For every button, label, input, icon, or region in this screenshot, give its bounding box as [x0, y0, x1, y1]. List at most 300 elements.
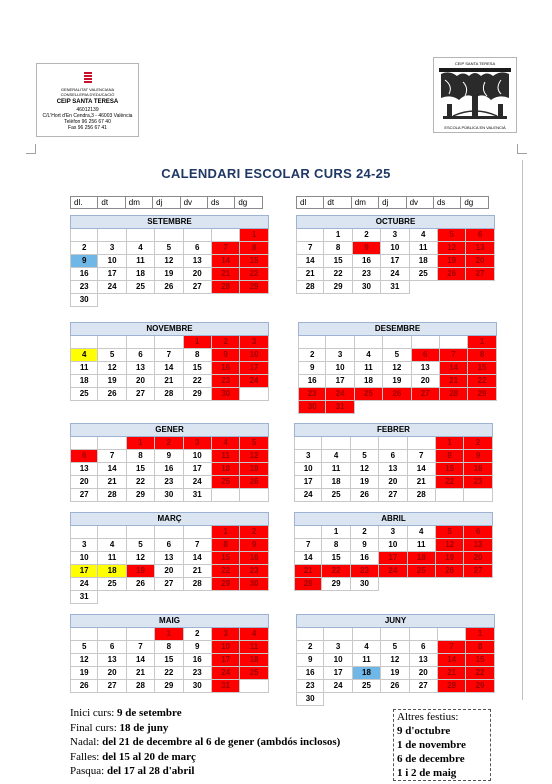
day-cell: 10 [240, 349, 268, 362]
course-info [70, 706, 340, 779]
dept-name: CONSELLERIA D'EDUCACIÓ [60, 92, 115, 97]
empty-day-cell [98, 526, 126, 539]
day-cell: 14 [155, 362, 183, 375]
day-cell: 23 [155, 476, 183, 489]
day-cell: 25 [98, 578, 126, 591]
day-cell: 2 [464, 437, 492, 450]
empty-day-cell [240, 489, 268, 502]
info-value: 9 de setembre [117, 707, 182, 719]
day-cell: 24 [212, 667, 240, 680]
day-name: dt [97, 196, 125, 209]
empty-day-cell [438, 628, 466, 641]
day-cell: 24 [324, 680, 352, 693]
day-cell: 18 [70, 375, 98, 388]
day-cell: 11 [70, 362, 98, 375]
day-cell: 16 [296, 667, 324, 680]
month-name: FEBRER [294, 423, 493, 437]
day-cell: 12 [351, 463, 379, 476]
day-cell: 19 [240, 463, 268, 476]
month-marc [70, 512, 269, 604]
month-name: MAIG [70, 614, 269, 628]
corner-mark-right [517, 144, 527, 154]
day-cell: 5 [436, 526, 464, 539]
day-cell: 15 [127, 463, 155, 476]
month-grid [70, 229, 269, 307]
month-grid [296, 628, 495, 706]
day-cell: 21 [212, 268, 240, 281]
day-names-left [70, 196, 262, 209]
day-cell: 2 [70, 242, 98, 255]
day-cell: 29 [240, 281, 268, 294]
month-grid [294, 526, 493, 591]
day-cell: 13 [410, 654, 438, 667]
day-cell: 26 [383, 388, 411, 401]
empty-day-cell [412, 336, 440, 349]
day-cell: 8 [184, 349, 212, 362]
day-cell: 21 [184, 565, 212, 578]
day-cell: 21 [127, 667, 155, 680]
day-cell: 27 [127, 388, 155, 401]
day-cell: 28 [155, 388, 183, 401]
info-value: del 21 de decembre al 6 de gener (ambdós inclosos) [102, 736, 341, 748]
day-cell: 19 [351, 476, 379, 489]
day-cell: 16 [184, 654, 212, 667]
day-cell: 3 [70, 539, 98, 552]
day-cell: 19 [381, 667, 409, 680]
day-cell: 7 [438, 641, 466, 654]
day-cell: 1 [212, 526, 240, 539]
day-cell: 19 [155, 268, 183, 281]
day-cell: 4 [410, 229, 438, 242]
day-cell: 1 [184, 336, 212, 349]
day-cell: 28 [296, 281, 324, 294]
day-cell: 18 [353, 667, 381, 680]
day-cell: 25 [322, 489, 350, 502]
day-cell: 26 [70, 680, 98, 693]
day-cell: 10 [294, 463, 322, 476]
day-cell: 9 [296, 654, 324, 667]
day-cell: 18 [355, 375, 383, 388]
empty-day-cell [127, 526, 155, 539]
day-cell: 24 [294, 489, 322, 502]
day-cell: 16 [155, 463, 183, 476]
day-cell: 4 [127, 242, 155, 255]
day-cell: 1 [324, 229, 352, 242]
day-cell: 24 [240, 375, 268, 388]
day-cell: 12 [240, 450, 268, 463]
day-cell: 30 [155, 489, 183, 502]
day-cell: 27 [155, 578, 183, 591]
day-cell: 21 [294, 565, 322, 578]
day-cell: 16 [351, 552, 379, 565]
day-cell: 15 [436, 463, 464, 476]
day-cell: 22 [436, 476, 464, 489]
day-cell: 12 [127, 552, 155, 565]
month-name: SETEMBRE [70, 215, 269, 229]
festiu-item: 1 i 2 de maig [397, 767, 457, 779]
day-cell: 9 [155, 450, 183, 463]
day-cell: 7 [98, 450, 126, 463]
day-cell: 14 [127, 654, 155, 667]
day-cell: 13 [127, 362, 155, 375]
day-cell: 23 [296, 680, 324, 693]
day-cell: 1 [322, 526, 350, 539]
day-cell: 30 [184, 680, 212, 693]
day-cell: 23 [298, 388, 326, 401]
day-cell: 17 [294, 476, 322, 489]
empty-day-cell [322, 437, 350, 450]
day-cell: 11 [410, 242, 438, 255]
day-cell: 10 [98, 255, 126, 268]
day-name: dv [180, 196, 208, 209]
day-cell: 30 [353, 281, 381, 294]
school-code: 46012139 [76, 107, 99, 113]
day-cell: 30 [351, 578, 379, 591]
day-name: dl [296, 196, 324, 209]
day-cell: 19 [383, 375, 411, 388]
day-cell: 28 [127, 680, 155, 693]
day-cell: 6 [379, 450, 407, 463]
day-cell: 16 [240, 552, 268, 565]
day-cell: 7 [212, 242, 240, 255]
day-cell: 6 [412, 349, 440, 362]
day-cell: 17 [326, 375, 354, 388]
month-grid [298, 336, 497, 414]
day-cell: 10 [324, 654, 352, 667]
day-cell: 29 [468, 388, 496, 401]
empty-day-cell [155, 229, 183, 242]
day-cell: 5 [351, 450, 379, 463]
day-cell: 21 [296, 268, 324, 281]
month-febrer [294, 423, 493, 502]
calendar-title: CALENDARI ESCOLAR CURS 24-25 [161, 166, 391, 181]
month-grid [294, 437, 493, 502]
day-cell: 12 [381, 654, 409, 667]
day-cell: 15 [468, 362, 496, 375]
day-cell: 8 [127, 450, 155, 463]
day-cell: 8 [468, 349, 496, 362]
day-cell: 7 [127, 641, 155, 654]
day-cell: 12 [70, 654, 98, 667]
school-fax: Fax 96 256 67 41 [68, 125, 107, 131]
school-phone: Telèfon 96 256 67 40 [64, 119, 111, 125]
day-cell: 22 [184, 375, 212, 388]
day-cell: 16 [70, 268, 98, 281]
empty-day-cell [70, 526, 98, 539]
month-grid [296, 229, 495, 294]
day-cell: 2 [351, 526, 379, 539]
info-label: Falles: [70, 750, 100, 763]
tree-emblem-icon [439, 68, 511, 124]
day-cell: 23 [70, 281, 98, 294]
day-cell: 27 [70, 489, 98, 502]
empty-day-cell [127, 628, 155, 641]
day-cell: 29 [466, 680, 494, 693]
day-cell: 18 [127, 268, 155, 281]
day-cell: 5 [240, 437, 268, 450]
day-cell: 12 [436, 539, 464, 552]
day-cell: 31 [70, 591, 98, 604]
day-name: dj [378, 196, 406, 209]
day-cell: 7 [294, 539, 322, 552]
day-cell: 10 [212, 641, 240, 654]
day-cell: 27 [466, 268, 494, 281]
day-cell: 8 [466, 641, 494, 654]
empty-day-cell [127, 229, 155, 242]
day-cell: 3 [294, 450, 322, 463]
day-cell: 23 [184, 667, 212, 680]
day-cell: 24 [98, 281, 126, 294]
day-cell: 8 [155, 641, 183, 654]
empty-day-cell [296, 229, 324, 242]
day-cell: 5 [383, 349, 411, 362]
day-cell: 29 [324, 281, 352, 294]
day-cell: 21 [155, 375, 183, 388]
day-cell: 30 [70, 294, 98, 307]
day-name: dm [125, 196, 153, 209]
day-cell: 7 [184, 539, 212, 552]
day-cell: 13 [70, 463, 98, 476]
org-name: GENERALITAT VALENCIANA [60, 87, 115, 92]
day-cell: 19 [127, 565, 155, 578]
day-cell: 5 [155, 242, 183, 255]
day-cell: 27 [412, 388, 440, 401]
empty-day-cell [408, 437, 436, 450]
day-cell: 7 [408, 450, 436, 463]
day-cell: 30 [296, 693, 324, 706]
day-cell: 20 [464, 552, 492, 565]
day-cell: 23 [351, 565, 379, 578]
info-value: del 17 al 28 d'abril [106, 765, 195, 777]
day-cell: 26 [438, 268, 466, 281]
empty-day-cell [440, 336, 468, 349]
day-cell: 28 [408, 489, 436, 502]
empty-day-cell [98, 229, 126, 242]
info-falles [70, 750, 340, 765]
day-cell: 30 [240, 578, 268, 591]
day-cell: 9 [70, 255, 98, 268]
day-cell: 3 [326, 349, 354, 362]
empty-day-cell [240, 680, 268, 693]
empty-day-cell [98, 437, 126, 450]
month-gener [70, 423, 269, 502]
day-cell: 24 [70, 578, 98, 591]
day-cell: 21 [440, 375, 468, 388]
day-cell: 14 [296, 255, 324, 268]
info-final [70, 721, 340, 736]
day-cell: 20 [379, 476, 407, 489]
day-cell: 11 [322, 463, 350, 476]
generalitat-logo [36, 63, 139, 137]
day-cell: 15 [466, 654, 494, 667]
empty-day-cell [351, 437, 379, 450]
day-cell: 11 [127, 255, 155, 268]
day-cell: 4 [322, 450, 350, 463]
day-cell: 26 [436, 565, 464, 578]
day-cell: 17 [212, 654, 240, 667]
day-cell: 2 [298, 349, 326, 362]
day-cell: 18 [322, 476, 350, 489]
day-cell: 4 [355, 349, 383, 362]
page-margin-line [522, 160, 523, 700]
empty-day-cell [184, 526, 212, 539]
day-cell: 26 [351, 489, 379, 502]
day-cell: 16 [212, 362, 240, 375]
info-pasqua [70, 764, 340, 779]
day-cell: 25 [240, 667, 268, 680]
day-cell: 8 [240, 242, 268, 255]
day-cell: 23 [464, 476, 492, 489]
day-cell: 30 [212, 388, 240, 401]
day-cell: 29 [155, 680, 183, 693]
school-address: C/L'Hort d'En Cendra,3 - 46003 València [42, 113, 133, 119]
day-cell: 31 [381, 281, 409, 294]
generalitat-shield-icon [84, 72, 92, 85]
day-cell: 31 [212, 680, 240, 693]
empty-day-cell [355, 336, 383, 349]
empty-day-cell [436, 489, 464, 502]
day-cell: 25 [410, 268, 438, 281]
empty-day-cell [98, 628, 126, 641]
empty-day-cell [70, 229, 98, 242]
empty-day-cell [184, 229, 212, 242]
day-cell: 4 [240, 628, 268, 641]
day-cell: 20 [155, 565, 183, 578]
day-cell: 24 [184, 476, 212, 489]
day-cell: 6 [410, 641, 438, 654]
day-cell: 5 [70, 641, 98, 654]
day-cell: 13 [379, 463, 407, 476]
month-grid [70, 628, 269, 693]
day-cell: 7 [296, 242, 324, 255]
day-cell: 26 [155, 281, 183, 294]
day-cell: 18 [408, 552, 436, 565]
day-cell: 15 [155, 654, 183, 667]
day-cell: 17 [379, 552, 407, 565]
month-name: JUNY [296, 614, 495, 628]
day-cell: 11 [240, 641, 268, 654]
day-cell: 20 [127, 375, 155, 388]
day-cell: 23 [240, 565, 268, 578]
info-label: Inici curs: [70, 707, 115, 719]
day-cell: 1 [466, 628, 494, 641]
festius-label: Altres festius: [397, 711, 459, 723]
day-cell: 13 [184, 255, 212, 268]
day-cell: 26 [98, 388, 126, 401]
day-cell: 6 [127, 349, 155, 362]
empty-day-cell [298, 336, 326, 349]
day-cell: 28 [440, 388, 468, 401]
day-cell: 17 [98, 268, 126, 281]
day-cell: 9 [240, 539, 268, 552]
day-cell: 14 [294, 552, 322, 565]
day-cell: 17 [70, 565, 98, 578]
day-cell: 6 [466, 229, 494, 242]
day-cell: 22 [468, 375, 496, 388]
day-cell: 20 [98, 667, 126, 680]
month-desembre [298, 322, 497, 414]
day-cell: 11 [212, 450, 240, 463]
day-cell: 3 [381, 229, 409, 242]
day-cell: 28 [184, 578, 212, 591]
day-cell: 29 [184, 388, 212, 401]
day-cell: 16 [353, 255, 381, 268]
month-name: OCTUBRE [296, 215, 495, 229]
day-cell: 1 [155, 628, 183, 641]
day-cell: 19 [98, 375, 126, 388]
month-name: ABRIL [294, 512, 493, 526]
day-name: dv [406, 196, 434, 209]
day-cell: 10 [326, 362, 354, 375]
day-cell: 6 [184, 242, 212, 255]
empty-day-cell [98, 336, 126, 349]
month-grid [70, 526, 269, 604]
day-cell: 21 [98, 476, 126, 489]
day-cell: 28 [294, 578, 322, 591]
day-cell: 21 [408, 476, 436, 489]
empty-day-cell [353, 628, 381, 641]
day-cell: 15 [212, 552, 240, 565]
day-cell: 9 [298, 362, 326, 375]
day-cell: 30 [298, 401, 326, 414]
day-cell: 2 [212, 336, 240, 349]
day-cell: 20 [466, 255, 494, 268]
day-cell: 9 [351, 539, 379, 552]
empty-day-cell [240, 388, 268, 401]
day-cell: 14 [98, 463, 126, 476]
empty-day-cell [381, 628, 409, 641]
day-cell: 12 [98, 362, 126, 375]
month-name: NOVEMBRE [70, 322, 269, 336]
day-cell: 13 [466, 242, 494, 255]
day-cell: 17 [184, 463, 212, 476]
info-inici [70, 706, 340, 721]
day-cell: 15 [184, 362, 212, 375]
day-cell: 20 [410, 667, 438, 680]
day-name: dg [460, 196, 488, 209]
info-value: del 15 al 20 de març [102, 750, 196, 763]
info-nadal [70, 735, 340, 750]
empty-day-cell [464, 489, 492, 502]
day-cell: 5 [98, 349, 126, 362]
day-cell: 3 [379, 526, 407, 539]
day-cell: 4 [408, 526, 436, 539]
day-cell: 9 [184, 641, 212, 654]
day-cell: 31 [184, 489, 212, 502]
day-cell: 2 [240, 526, 268, 539]
day-cell: 27 [379, 489, 407, 502]
empty-day-cell [296, 628, 324, 641]
empty-day-cell [326, 336, 354, 349]
day-cell: 6 [70, 450, 98, 463]
day-cell: 24 [326, 388, 354, 401]
day-cell: 15 [322, 552, 350, 565]
day-cell: 14 [212, 255, 240, 268]
day-cell: 25 [353, 680, 381, 693]
info-value: 18 de juny [119, 721, 169, 734]
day-cell: 12 [155, 255, 183, 268]
day-cell: 2 [184, 628, 212, 641]
day-name: dm [351, 196, 379, 209]
day-cell: 7 [440, 349, 468, 362]
day-cell: 9 [464, 450, 492, 463]
month-setembre [70, 215, 269, 307]
day-cell: 5 [381, 641, 409, 654]
day-cell: 8 [322, 539, 350, 552]
day-cell: 26 [240, 476, 268, 489]
day-cell: 13 [464, 539, 492, 552]
day-cell: 2 [155, 437, 183, 450]
